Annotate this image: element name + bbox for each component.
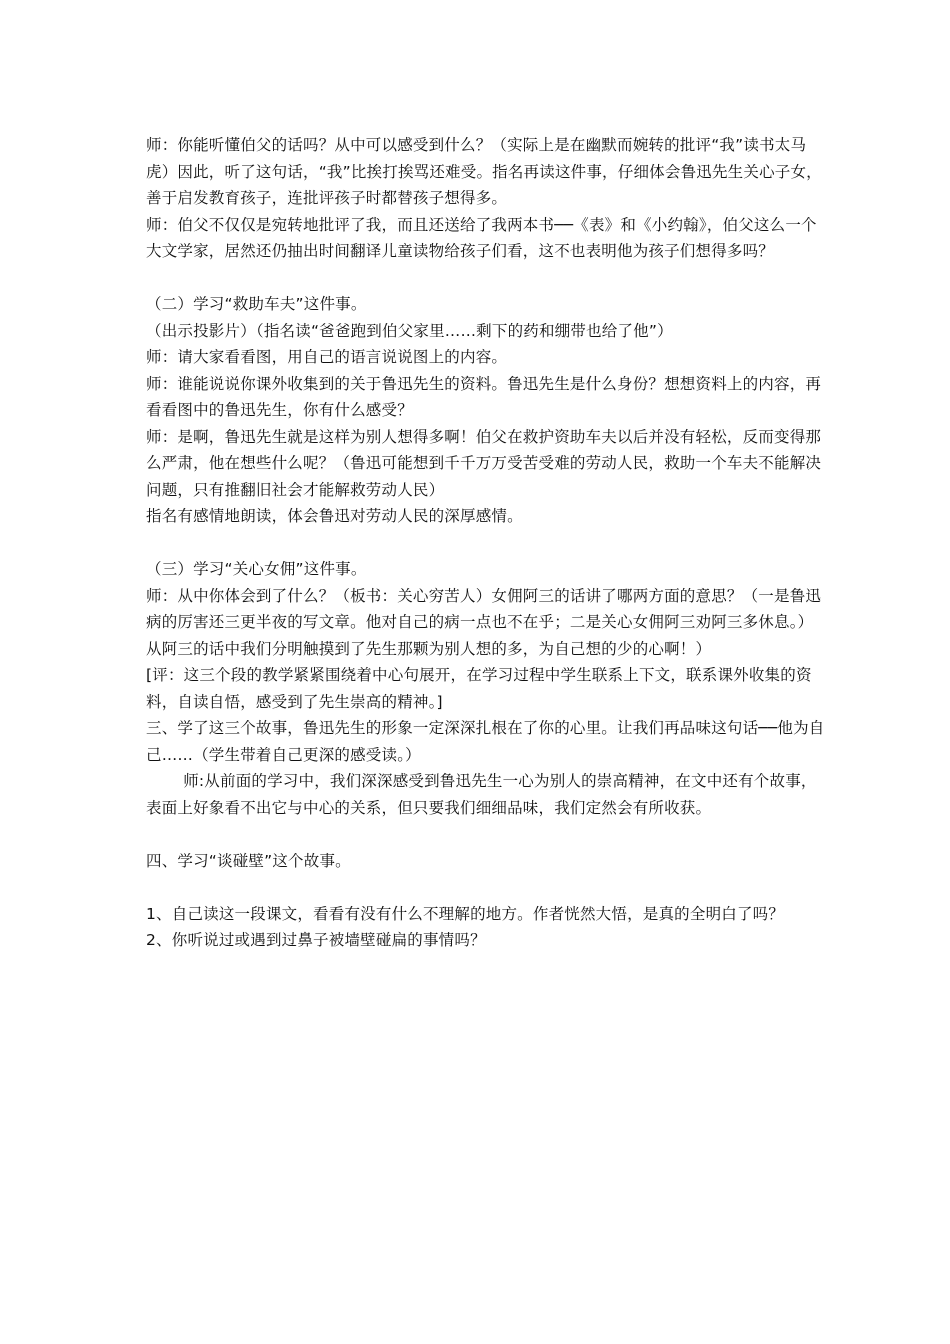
section-heading-hitting-wall: 四、学习“谈碰壁”这个故事。 — [146, 851, 351, 870]
paragraph-gap — [146, 821, 826, 848]
paragraph-teacher-materials: 师：谁能说说你课外收集到的关于鲁迅先生的资料。鲁迅先生是什么身份？想想资料上的内容，再看看图中的鲁迅先生，你有什么感受？ — [146, 374, 822, 419]
paragraph-teacher-thinking-of-others: 师：是啊，鲁迅先生就是这样为别人想得多啊！伯父在救护资助车夫以后并没有轻松，反而变得那么严肃，他在想些什么呢？（鲁迅可能想到千千万万受苦受难的劳动人民，救助一个车夫不能解决问题，只有推翻旧社会才能解救劳动人民） — [146, 427, 822, 499]
paragraph-read-with-feeling: 指名有感情地朗读，体会鲁迅对劳动人民的深厚感情。 — [146, 507, 523, 525]
section-three-stories: 三、学了这三个故事，鲁迅先生的形象一定深深扎根在了你的心里。让我们再品味这句话──他为自己……（学生带着自己更深的感受读。） — [146, 719, 825, 764]
paragraph-gap — [146, 530, 826, 557]
paragraph-teacher-maid-words: 师：从中你体会到了什么？（板书：关心穷苦人）女佣阿三的话讲了哪两方面的意思？（一是鲁迅病的厉害还三更半夜的写文章。他对自己的病一点也不在乎；二是关心女佣阿三劝阿三多休息。）从阿三的话中我们分明触摸到了先生那颗为别人想的多，为自己想的少的心啊！） — [146, 586, 822, 658]
list-item-1: 1、自己读这一段课文，看看有没有什么不理解的地方。作者恍然大悟，是真的全明白了吗？ — [146, 904, 785, 923]
paragraph-show-slide: （出示投影片）（指名读“爸爸跑到伯父家里……剩下的药和绷带也给了他”） — [146, 321, 673, 340]
document-body — [146, 132, 826, 954]
paragraph-teacher-another-story: 师:从前面的学习中，我们深深感受到鲁迅先生一心为别人的崇高精神，在文中还有个故事，表面上好象看不出它与中心的关系，但只要我们细细品味，我们定然会有所收获。 — [146, 772, 817, 817]
section-heading-rescue-driver: （二）学习“救助车夫”这件事。 — [146, 295, 367, 313]
list-item-2: 2、你听说过或遇到过鼻子被墙壁碰扁的事情吗？ — [146, 931, 486, 949]
paragraph-teacher-question-uncle: 师：你能听懂伯父的话吗？从中可以感受到什么？（实际上是在幽默而婉转的批评“我”读书太马虎）因此，听了这句话，“我”比挨打挨骂还难受。指名再读这件事，仔细体会鲁迅先生关心子女，善于启发教育孩子，连批评孩子时都替孩子想得多。 — [146, 136, 822, 207]
paragraph-teacher-two-books: 师：伯父不仅仅是宛转地批评了我，而且还送给了我两本书──《表》和《小约翰》，伯父这么一个大文学家，居然还仍抽出时间翻译儿童读物给孩子们看，这不也表明他为孩子们想得多吗？ — [146, 215, 817, 260]
paragraph-comment: [评：这三个段的教学紧紧围绕着中心句展开，在学习过程中学生联系上下文，联系课外收集的资料，自读自悟，感受到了先生崇高的精神。] — [146, 666, 812, 711]
section-heading-care-maid: （三）学习“关心女佣”这件事。 — [146, 560, 367, 578]
paragraph-gap — [146, 265, 826, 292]
paragraph-teacher-look-picture: 师：请大家看看图，用自己的语言说说图上的内容。 — [146, 348, 508, 366]
paragraph-gap — [146, 874, 826, 901]
